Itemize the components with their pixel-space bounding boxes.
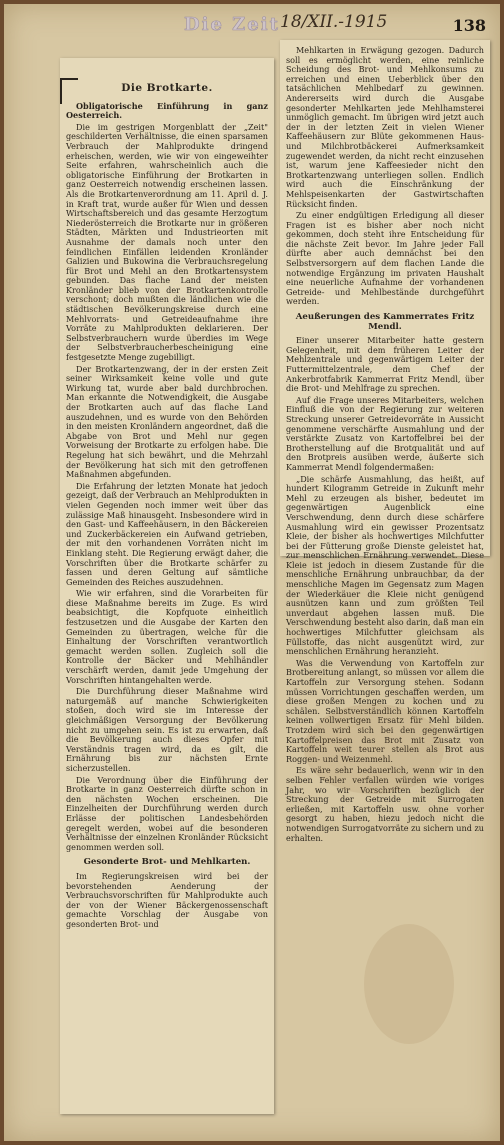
left-paragraph: Die Durchführung dieser Maßnahme wird naturgemäß auf manche Schwierigkeiten stoßen, doch wird sie im Interesse der gleichmäßigen Versorgung der Bevölkerung nicht zu umgehen sein. Es ist zu erwarten, daß die Bevölkerung auch dieses Opfer mit Verständnis tragen wird, da es gilt, die Ernährung bis zur nächsten Ernte sicherzustellen. [66, 686, 268, 773]
paper-stain [304, 704, 444, 794]
right-paragraph: Mehlkarten in Erwägung gezogen. Dadurch soll es ermöglicht werden, eine reinliche Scheidung des Brot- und Mehlkonsums zu erreichen und einen Ueberblick über den tatsächlichen Mehlbedarf zu gewinnen. Andererseits wird durch die Ausgabe gesonderter Mehlkarten jede Mehlhamsterei unmöglich gemacht. Im übrigen wird jetzt auch der in der letzten Zeit in vielen Wiener Kaffeehäusern zur Blüte gekommenen Haus- und Milchbrotbäckerei Aufmerksamkeit zugewendet werden, da nicht recht einzusehen ist, warum jene Kaffeesieder nicht den Brotkartenzwang unterliegen sollen. Endlich wird auch die Einschränkung der Mehlspeisenkarten der Gastwirtschaften Rücksicht finden. [286, 45, 484, 209]
left-paragraph: Der Brotkartenzwang, der in der ersten Zeit seiner Wirksamkeit keine volle und gute Wirkung tat, wurde aber bald durchbrochen. Man erkannte die Notwendigkeit, die Ausgabe der Brotkarten auch auf das flache Land auszudehnen, und es wurde von den Behörden in den meisten Kronländern angeordnet, daß die Abgabe von Brot und Mehl nur gegen Vorweisung der Brotkarte zu erfolgen habe. Die Regelung hat sich bewährt, und die Mehrzahl der Bevölkerung hat sich mit den getroffenen Maßnahmen abgefunden. [66, 363, 268, 480]
handwritten-date: 18/XII.-1915 [280, 12, 388, 32]
right-paragraph: Einer unserer Mitarbeiter hatte gestern Gelegenheit, mit dem früheren Leiter der Mehlzentrale und gegenwärtigem Leiter der Futtermittelzentrale, dem Chef der Ankerbrotfabrik Kammerrat Fritz Mendl, über die Brot- und Mehlfrage zu sprechen. [286, 335, 484, 394]
left-paragraph: Die Verordnung über die Einführung der Brotkarte in ganz Oesterreich dürfte schon in den nächsten Wochen erscheinen. Die Einzelheiten der Durchführung werden durch Erlässe der politischen Landesbehörden geregelt werden, wobei auf die besonderen Verhältnisse der einzelnen Kronländer Rücksicht genommen werden soll. [66, 774, 268, 852]
right-paragraph: Es wäre sehr bedauerlich, wenn wir in den selben Fehler verfallen würden wie voriges Jahr, wo wir Vorschriften bezüglich der Streckung der Getreide mit Surrogaten erließen, mit Kartoffeln usw. ohne vorher gesorgt zu haben, hiezu jedoch nicht die notwendigen Surrogatvorräte zu sichern und zu erhalten. [286, 765, 484, 843]
right-column-text [286, 45, 484, 843]
clipping-right [280, 40, 490, 843]
right-paragraph: Zu einer endgültigen Erledigung all dieser Fragen ist es bisher aber noch nicht gekommen, doch steht ihre Entscheidung für die nächste Zeit bevor. Im Jahre jeder Fall dürfte aber auch demnächst bei den Selbstversorgern auf dem flachen Lande die notwendige Ergänzung im privaten Haushalt eine neuerliche Aufnahme der vorhandenen Getreide- und Mehlbestände durchgeführt werden. [286, 210, 484, 307]
left-paragraph: Die Erfahrung der letzten Monate hat jedoch gezeigt, daß der Verbrauch an Mehlprodukten in vielen Gegenden noch immer weit über das zulässige Maß hinausgeht. Insbesondere wird in den Gast- und Kaffeehäusern, in den Bäckereien und Zuckerbäckereien ein Aufwand getrieben, der mit den vorhandenen Vorräten nicht im Einklang steht. Die Regierung erwägt daher, die Vorschriften über die Brotkarte schärfer zu fassen und deren Geltung auf sämtliche Gemeinden des Reiches auszudehnen. [66, 480, 268, 587]
article-lead: Obligatorische Einführung in ganz Oesterreich. [66, 100, 268, 121]
right-paragraph: „Die schärfe Ausmahlung, das heißt, auf hundert Kilogramm Getreide in Zukunft mehr Mehl zu erzeugen als bisher, bedeutet im gegenwärtigen Augenblick eine Verschwendung, denn durch diese schärfere Ausmahlung wird ein gewisser Prozentsatz Kleie, der bisher als hochwertiges Milchfutter bei der Fütterung große Dienste geleistet hat, zur menschlichen Ernährung verwendet. Diese Kleie ist jedoch in diesem Zustande für die menschliche Ernährung unbrauchbar, da der menschliche Magen im Gegensatz zum Magen der Wiederkäuer die Kleie nicht genügend ausnützen kann und zum größten Teil unverdaut abgehen lassen muß. Die Verschwendung besteht also darin, daß man ein hochwertiges Milchfutter gleichsam als Füllstoffe, das nicht ausgenützt wird, zur menschlichen Ernährung heranzieht. [286, 473, 484, 657]
right-paragraph: Was die Verwendung von Kartoffeln zur Brotbereitung anlangt, so müssen vor allem die Kartoffeln zur Versorgung stehen. Sodann müssen Vorrichtungen geschaffen werden, um diese großen Mengen zu kochen und zu schälen. Selbstverständlich können Kartoffeln keinen vollwertigen Ersatz für Mehl bilden. Trotzdem wird sich bei den gegenwärtigen Kartoffelpreisen das Brot mit Zusatz von Kartoffeln weit teurer stellen als Brot aus Roggen- und Weizenmehl. [286, 657, 484, 764]
article-title: Die Brotkarte. [121, 82, 213, 94]
paper-name: Die Zeit [184, 14, 280, 35]
masthead [124, 12, 388, 38]
left-column-text [66, 64, 268, 1110]
left-paragraph: Die im gestrigen Morgenblatt der „Zeit" geschilderten Verhältnisse, die einen sparsamen Verbrauch der Mahlprodukte dringend erheischen, werden, wie wir von eingeweihter Seite erfahren, wahrscheinlich auch die obligatorische Einführung der Brotkarten in ganz Oesterreich notwendig erscheinen lassen. Als die Brotkartenverordnung am 11. April d. J. in Kraft trat, wurde außer für Wien und dessen Wirtschaftsbereich und das gesamte Herzogtum Niederösterreich die Brotkarte nur in größeren Städten, Märkten und Industrieorten mit Ausnahme der damals noch unter den feindlichen Einfällen leidenden Kronländer Galizien und Bukowina die Verbrauchsregelung für Brot und Mehl an den Brotkartensystem gebunden. Das flache Land der meisten Kronländer blieb von der Brotkartenkontrolle verschont; doch mußten die ländlichen wie die städtischen Bevölkerungskreise durch eine Mehlvorrats- und Getreideaufnahme ihre Vorräte zu Mahlprodukten deklarieren. Der Selbstverbrauchern wurde überdies im Wege der Selbstverbraucherbescheinigung eine festgesetzte Menge zugebilligt. [66, 121, 268, 363]
right-subhead: Aeußerungen des Kammerrates Fritz Mendl. [295, 312, 475, 332]
right-paragraph: Auf die Frage unseres Mitarbeiters, welchen Einfluß die von der Regierung zur weiteren Streckung unserer Getreidevorräte in Aussicht genommene verschärfte Ausmahlung und der verstärkte Zusatz von Kartoffelbrei bei der Brotherstellung auf die Brotqualität und auf den Brotpreis ausüben werde, äußerte sich Kammerrat Mendl folgendermaßen: [286, 394, 484, 472]
paper-stain [364, 924, 454, 1044]
left-subhead: Gesonderte Brot- und Mehlkarten. [83, 857, 251, 868]
left-paragraph: Wie wir erfahren, sind die Vorarbeiten für diese Maßnahme bereits im Zuge. Es wird beabsichtigt, die Kopfquote einheitlich festzusetzen und die Ausgabe der Karten den Gemeinden zu übertragen, welche für die Einhaltung der Vorschriften verantwortlich gemacht werden sollen. Zugleich soll die Kontrolle der Bäcker und Mehlhändler verschärft werden, damit jede Umgehung der Vorschriften hintangehalten werde. [66, 588, 268, 685]
clipping-left [60, 58, 274, 1114]
left-paragraph: Im Regierungskreisen wird bei der bevorstehenden Aenderung der Verbrauchsvorschriften für Mahlprodukte auch der von der Wiener Bäckergenossenschaft gemachte Vorschlag der Ausgabe von gesonderten Brot- und [66, 870, 268, 929]
scrapbook-page [4, 4, 500, 1141]
page-number: 138 [452, 16, 486, 35]
